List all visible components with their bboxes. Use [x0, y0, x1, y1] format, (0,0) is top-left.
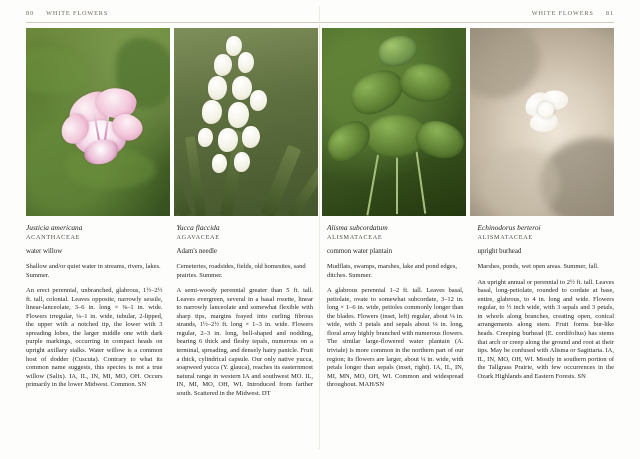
description-text: A semi-woody perennial greater than 5 ft. tall. Leaves evergreen, several in a basal rosette, linear to narrowly lanceolate and somewhat flexible with sharp tips, margins frayed into curling fibrous strands, 1½–2½ ft. long × 1–3 in. wide. Flowers regular, 2–3 in. long, bell-shaped and nodding, bearing 6 thick and fleshy tepals, numerous on a terminal, spreading, and densely hairy panicle. Fruit a thick, cylindrical capsule. Our only native yucca, soapweed yucca (Y. glauca), reaches its easternmost natural range in western IA and southwest MO. IL, IN, MI, MO, OH, WI. Introduced from farther south. Scattered in the Midwest. DT [176, 287, 313, 397]
entry-justicia-americana [26, 224, 163, 445]
scientific-name: Echinodorus berteroi [477, 223, 541, 232]
photo-echinodorus-berteroi [470, 28, 614, 216]
photo-band [26, 28, 614, 216]
running-title-right: WHITE FLOWERS [531, 10, 594, 17]
scientific-name: Justicia americana [26, 223, 83, 232]
family-name: AGAVACEAE [176, 233, 220, 241]
habitat-text: Mudflats, swamps, marshes, lake and pond edges, ditches. Summer. [327, 263, 457, 279]
common-name: water willow [26, 247, 63, 255]
family-name: ALISMATACEAE [477, 233, 533, 241]
description-text: An upright annual or perennial to 2½ ft. tall. Leaves basal, long-petiolate, rounded to cordate at base, entire, glabrous, to 4 in. long and wide. Flowers regular, to ½ inch wide, with 3 sepals and 3 petals, in whorls along branches, creating open, conical arrangements along stem. Fruit forms bur-like heads. Creeping burhead (E. cordifolius) has stems that arch or creep along the ground and root at their tips. May be confused with Alisma or Sagittaria. IA, IL, IN, MO, OH, WI. Mostly in southern portion of the Tallgrass Prairie, with few occurrences in the Ozark Highlands and Eastern Forests. SN [477, 278, 614, 380]
photo-yucca-flaccida [174, 28, 318, 216]
entry-alisma-subcordatum [327, 224, 464, 445]
running-title-left: WHITE FLOWERS [46, 10, 109, 17]
entry-yucca-flaccida [177, 224, 314, 445]
header-rule [26, 22, 614, 23]
text-columns [26, 224, 614, 445]
family-name: ALISMATACEAE [327, 233, 383, 241]
description-text: An erect perennial, unbranched, glabrous, 1½–2½ ft. tall, colonial. Leaves opposite, narrowly sessile, linear-lanceolate, 3–6 in. long × ⅜–1 in. wide. Flowers irregular, ¼–1 in. wide, tubular, 2-lipped, the upper with a notched tip, the lower with 3 spreading lobes, the larger middle one with dark purple markings, occurring in compact heads on upright axillary stalks. Water willow is a common host of dodder (Cuscuta). Contrary to what its common name suggests, this species is not a true willow (Salix). IA, IL, IN, MI, MO, OH. Occurs primarily in the lower Midwest. Common. SN [26, 287, 163, 389]
common-name: Adam's needle [176, 247, 217, 255]
running-head-right [532, 10, 614, 17]
habitat-text: Shallow and/or quiet water in streams, rivers, lakes. Summer. [26, 263, 161, 279]
habitat-text: Marshes, ponds, wet open areas. Summer, fall. [477, 263, 599, 271]
description-text: A glabrous perennial 1–2 ft. tall. Leaves basal, petiolate, ovate to somewhat subcordate, 3–12 in. long × 1–6 in. wide, petioles commonly longer than the blades. Flowers (inset, left) regular, about ⅛ in. wide, with 3 petals and sepals about ⅛ in. long, floral array highly branched with numerous flowers. The similar large-flowered water plantain (A. triviale) is more common in the northern part of our region; its flowers are larger, about ¼ in. wide, with petals longer than sepals (inset, right). IA, IL, IN, MI, MN, MO, OH, WI. Common and widespread throughout. MAH/SN [327, 287, 464, 389]
entry-echinodorus-berteroi [478, 224, 615, 445]
folio-right: 81 [606, 10, 614, 17]
common-name: common water plantain [327, 247, 393, 255]
family-name: ACANTHACEAE [26, 233, 81, 241]
common-name: upright burhead [477, 247, 522, 255]
scientific-name: Alisma subcordatum [327, 223, 388, 232]
running-head-left [26, 10, 108, 17]
folio-left: 80 [26, 10, 34, 17]
scientific-name: Yucca flaccida [176, 223, 220, 232]
photo-justicia-americana [26, 28, 170, 216]
habitat-text: Cemeteries, roadsides, fields, old homesites, sand prairies. Summer. [176, 263, 306, 279]
photo-alisma-subcordatum [322, 28, 466, 216]
